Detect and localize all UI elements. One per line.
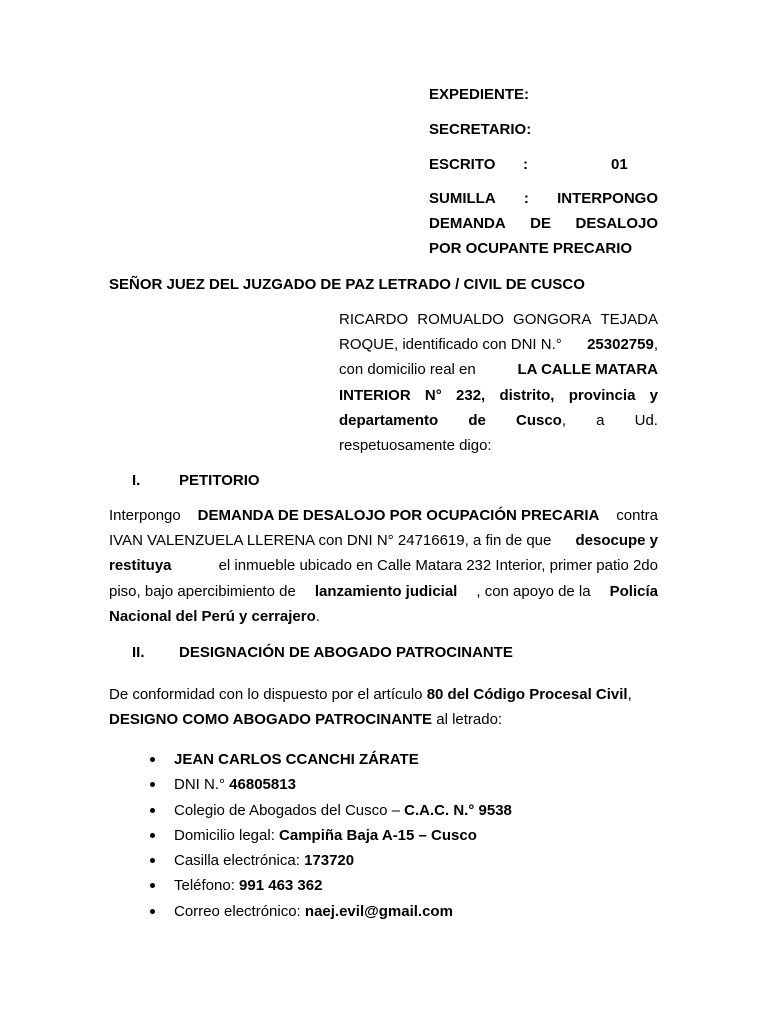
intro-text: con domicilio real en — [339, 361, 476, 379]
abogado-email: naej.evil@gmail.com — [304, 902, 453, 920]
petitorio-bold: restituya — [109, 557, 172, 575]
sumilla-text-1: INTERPONGO — [557, 190, 658, 207]
address-word: 232, — [456, 386, 486, 404]
abogado-telefono: 991 463 362 — [239, 877, 323, 895]
intro-paragraph — [339, 307, 658, 458]
designacion-paragraph — [109, 682, 658, 732]
dni-number: 25302759 — [587, 336, 654, 354]
petitorio-text: Interpongo — [109, 507, 181, 524]
address-word: N° — [424, 386, 442, 404]
intro-word: GONGORA — [513, 311, 592, 328]
petitorio-text: IVAN VALENZUELA LLERENA con DNI N° 24716619, a fin de que — [109, 532, 552, 550]
expediente-label: EXPEDIENTE: — [429, 86, 530, 103]
petitorio-text: . — [315, 607, 320, 625]
intro-text: ROQUE, identificado con DNI N.° — [339, 336, 562, 354]
intro-word: TEJADA — [600, 311, 658, 328]
list-item: Teléfono: 991 463 362 — [148, 873, 648, 898]
list-item — [148, 747, 648, 772]
petitorio-bold: lanzamiento judicial — [314, 582, 458, 600]
address-word: de — [468, 411, 486, 429]
designacion-bold: DESIGNO COMO ABOGADO PATROCINANTE — [109, 711, 433, 729]
designacion-text: al letrado: — [432, 711, 503, 729]
section-number: I. — [132, 472, 141, 489]
petitorio-bold: DEMANDA DE DESALOJO POR OCUPACIÓN PRECARIA — [197, 507, 600, 524]
intro-word: Ud. — [634, 411, 658, 429]
section-title: DESIGNACIÓN DE ABOGADO PATROCINANTE — [179, 644, 513, 661]
sumilla-text-2: DEMANDA — [429, 215, 506, 232]
petitorio-bold: Nacional del Perú y cerrajero — [109, 607, 316, 625]
section-title: PETITORIO — [179, 472, 260, 489]
address-word: departamento — [339, 411, 439, 429]
intro-closing: respetuosamente digo: — [339, 437, 492, 455]
section-number: II. — [132, 644, 145, 661]
abogado-casilla: 173720 — [304, 852, 355, 870]
abogado-cac: C.A.C. N.° 9538 — [404, 801, 512, 819]
designacion-text: , — [627, 686, 632, 703]
list-item: Casilla electrónica: 173720 — [148, 848, 648, 873]
address-word: distrito, — [499, 386, 555, 404]
list-item: Correo electrónico: naej.evil@gmail.com — [148, 899, 648, 924]
petitorio-text: el inmueble ubicado en Calle Matara 232 Interior, primer patio 2do — [218, 557, 658, 575]
petitorio-text: contra — [616, 507, 658, 524]
sumilla-colon: : — [523, 190, 529, 207]
escrito-label: ESCRITO — [429, 156, 496, 173]
section-heading-petitorio — [132, 468, 260, 493]
intro-word: ROMUALDO — [417, 311, 504, 328]
intro-comma: , — [561, 411, 566, 429]
petitorio-bold: desocupe y — [575, 532, 658, 550]
address-word: y — [649, 386, 658, 404]
sumilla-text-5: POR OCUPANTE PRECARIO — [429, 240, 633, 257]
court-heading: SEÑOR JUEZ DEL JUZGADO DE PAZ LETRADO / CIVIL DE CUSCO — [109, 276, 585, 293]
abogado-domicilio: Campiña Baja A-15 – Cusco — [279, 826, 477, 844]
intro-word: RICARDO — [339, 311, 409, 328]
list-item: Domicilio legal: Campiña Baja A-15 – Cusco — [148, 823, 648, 848]
petitorio-text: , con apoyo de la — [476, 582, 591, 600]
intro-word: a — [596, 411, 605, 429]
abogado-details-list — [148, 747, 648, 924]
secretario-label: SECRETARIO: — [429, 121, 532, 138]
petitorio-bold: Policía — [609, 582, 658, 600]
list-item: Colegio de Abogados del Cusco – C.A.C. N.° 9538 — [148, 798, 648, 823]
petitorio-paragraph — [109, 503, 658, 629]
designacion-text: De conformidad con lo dispuesto por el artículo — [109, 686, 423, 703]
address-text: LA CALLE MATARA — [517, 361, 658, 379]
sumilla-text-4: DESALOJO — [575, 215, 658, 232]
abogado-name: JEAN CARLOS CCANCHI ZÁRATE — [174, 751, 419, 768]
petitorio-text: piso, bajo apercibimiento de — [109, 582, 296, 600]
address-word: Cusco — [515, 411, 562, 429]
escrito-row — [429, 152, 658, 177]
address-word: provincia — [568, 386, 636, 404]
section-heading-abogado — [132, 640, 513, 665]
list-item: DNI N.° 46805813 — [148, 772, 648, 797]
escrito-colon: : — [523, 156, 528, 173]
intro-comma: , — [653, 336, 658, 354]
sumilla-label: SUMILLA — [429, 190, 496, 207]
sumilla-block — [429, 186, 658, 261]
designacion-bold: 80 del Código Procesal Civil — [426, 686, 628, 703]
escrito-number: 01 — [611, 156, 628, 173]
address-word: INTERIOR — [339, 386, 411, 404]
abogado-dni: 46805813 — [229, 776, 296, 794]
sumilla-text-3: DE — [530, 215, 551, 232]
